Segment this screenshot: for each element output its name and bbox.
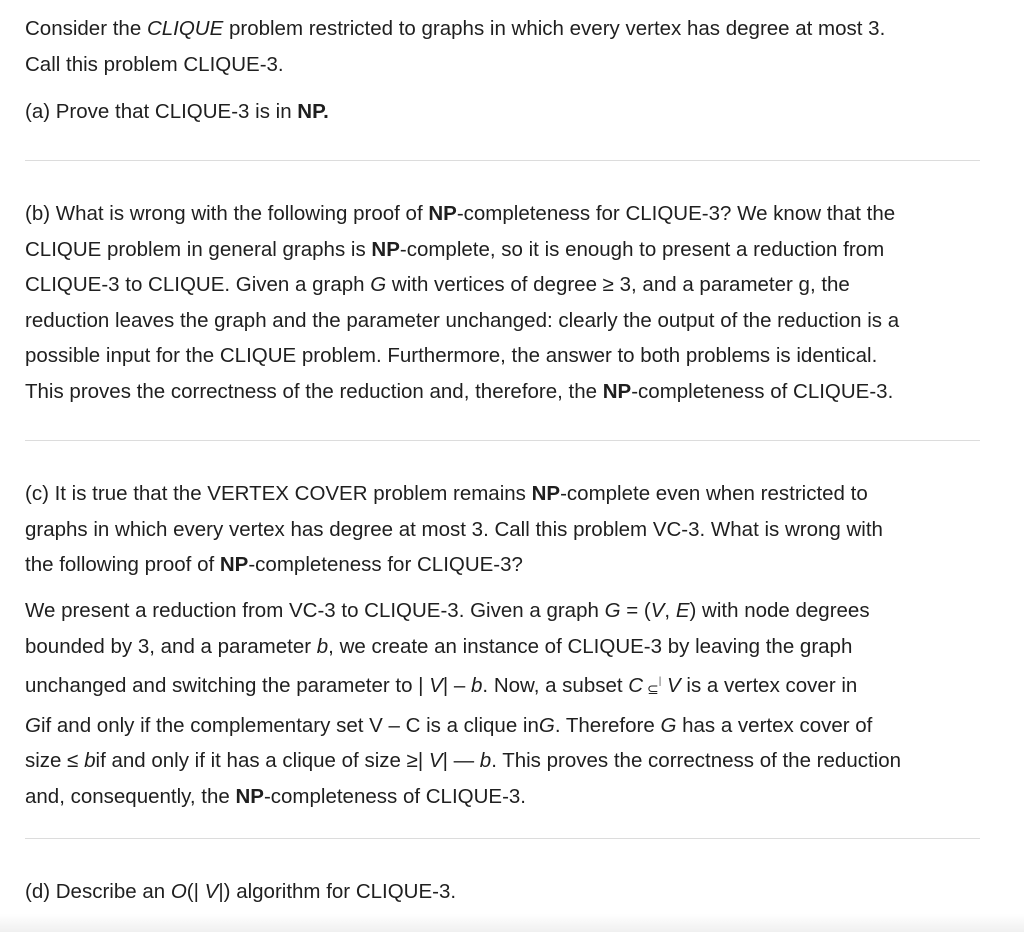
- part-c-proof: [25, 593, 901, 814]
- part-a-question: (a) Prove that CLIQUE-3 is in NP.: [25, 100, 329, 123]
- part-d-question: (d) Describe an O(| V|) algorithm for CLIQUE-3.: [25, 880, 457, 903]
- part-b-line-3: CLIQUE-3 to CLIQUE. Given a graph G with vertices of degree ≥ 3, and a parameter g, the: [25, 273, 850, 296]
- separator-1: [25, 160, 980, 161]
- part-b-line-4: reduction leaves the graph and the parameter unchanged: clearly the output of the reduction is a: [25, 308, 900, 332]
- part-b-line-1: (b) What is wrong with the following proof of NP-completeness for CLIQUE-3? We know that the: [25, 202, 896, 225]
- proof-line-3: unchanged and switching the parameter to | V| – b. Now, a subset C ⊆| V is a vertex cover in: [25, 674, 858, 697]
- proof-line-5: size ≤ bif and only if it has a clique of size ≥| V| — b. This proves the correctness of the reduction: [25, 749, 902, 772]
- part-c-line-1: (c) It is true that the VERTEX COVER problem remains NP-complete even when restricted to: [25, 482, 868, 505]
- part-c-line-3: the following proof of NP-completeness for CLIQUE-3?: [25, 553, 523, 576]
- part-b-line-2: CLIQUE problem in general graphs is NP-complete, so it is enough to present a reduction from: [25, 237, 885, 261]
- proof-line-2: bounded by 3, and a parameter b, we create an instance of CLIQUE-3 by leaving the graph: [25, 634, 853, 658]
- part-b-line-6: This proves the correctness of the reduction and, therefore, the NP-completeness of CLIQUE-3.: [25, 379, 894, 403]
- separator-3: [25, 838, 980, 839]
- part-c-line-2: graphs in which every vertex has degree at most 3. Call this problem VC-3. What is wrong with: [25, 517, 883, 541]
- proof-line-4: Gif and only if the complementary set V – C is a clique inG. Therefore G has a vertex cover of: [25, 713, 873, 737]
- proof-line-6: and, consequently, the NP-completeness of CLIQUE-3.: [25, 784, 526, 808]
- bottom-shadow: [0, 914, 1024, 932]
- part-b-line-5: possible input for the CLIQUE problem. Furthermore, the answer to both problems is identical.: [25, 344, 878, 367]
- intro-line-1: Consider the CLIQUE problem restricted to graphs in which every vertex has degree at most 3.: [25, 17, 886, 40]
- separator-2: [25, 440, 980, 441]
- intro-line-2: Call this problem CLIQUE-3.: [25, 52, 284, 76]
- proof-line-1: We present a reduction from VC-3 to CLIQUE-3. Given a graph G = (V, E) with node degrees: [25, 599, 870, 622]
- part-b-question: [25, 196, 899, 409]
- part-c-question: [25, 476, 883, 583]
- intro-paragraph: [25, 11, 885, 82]
